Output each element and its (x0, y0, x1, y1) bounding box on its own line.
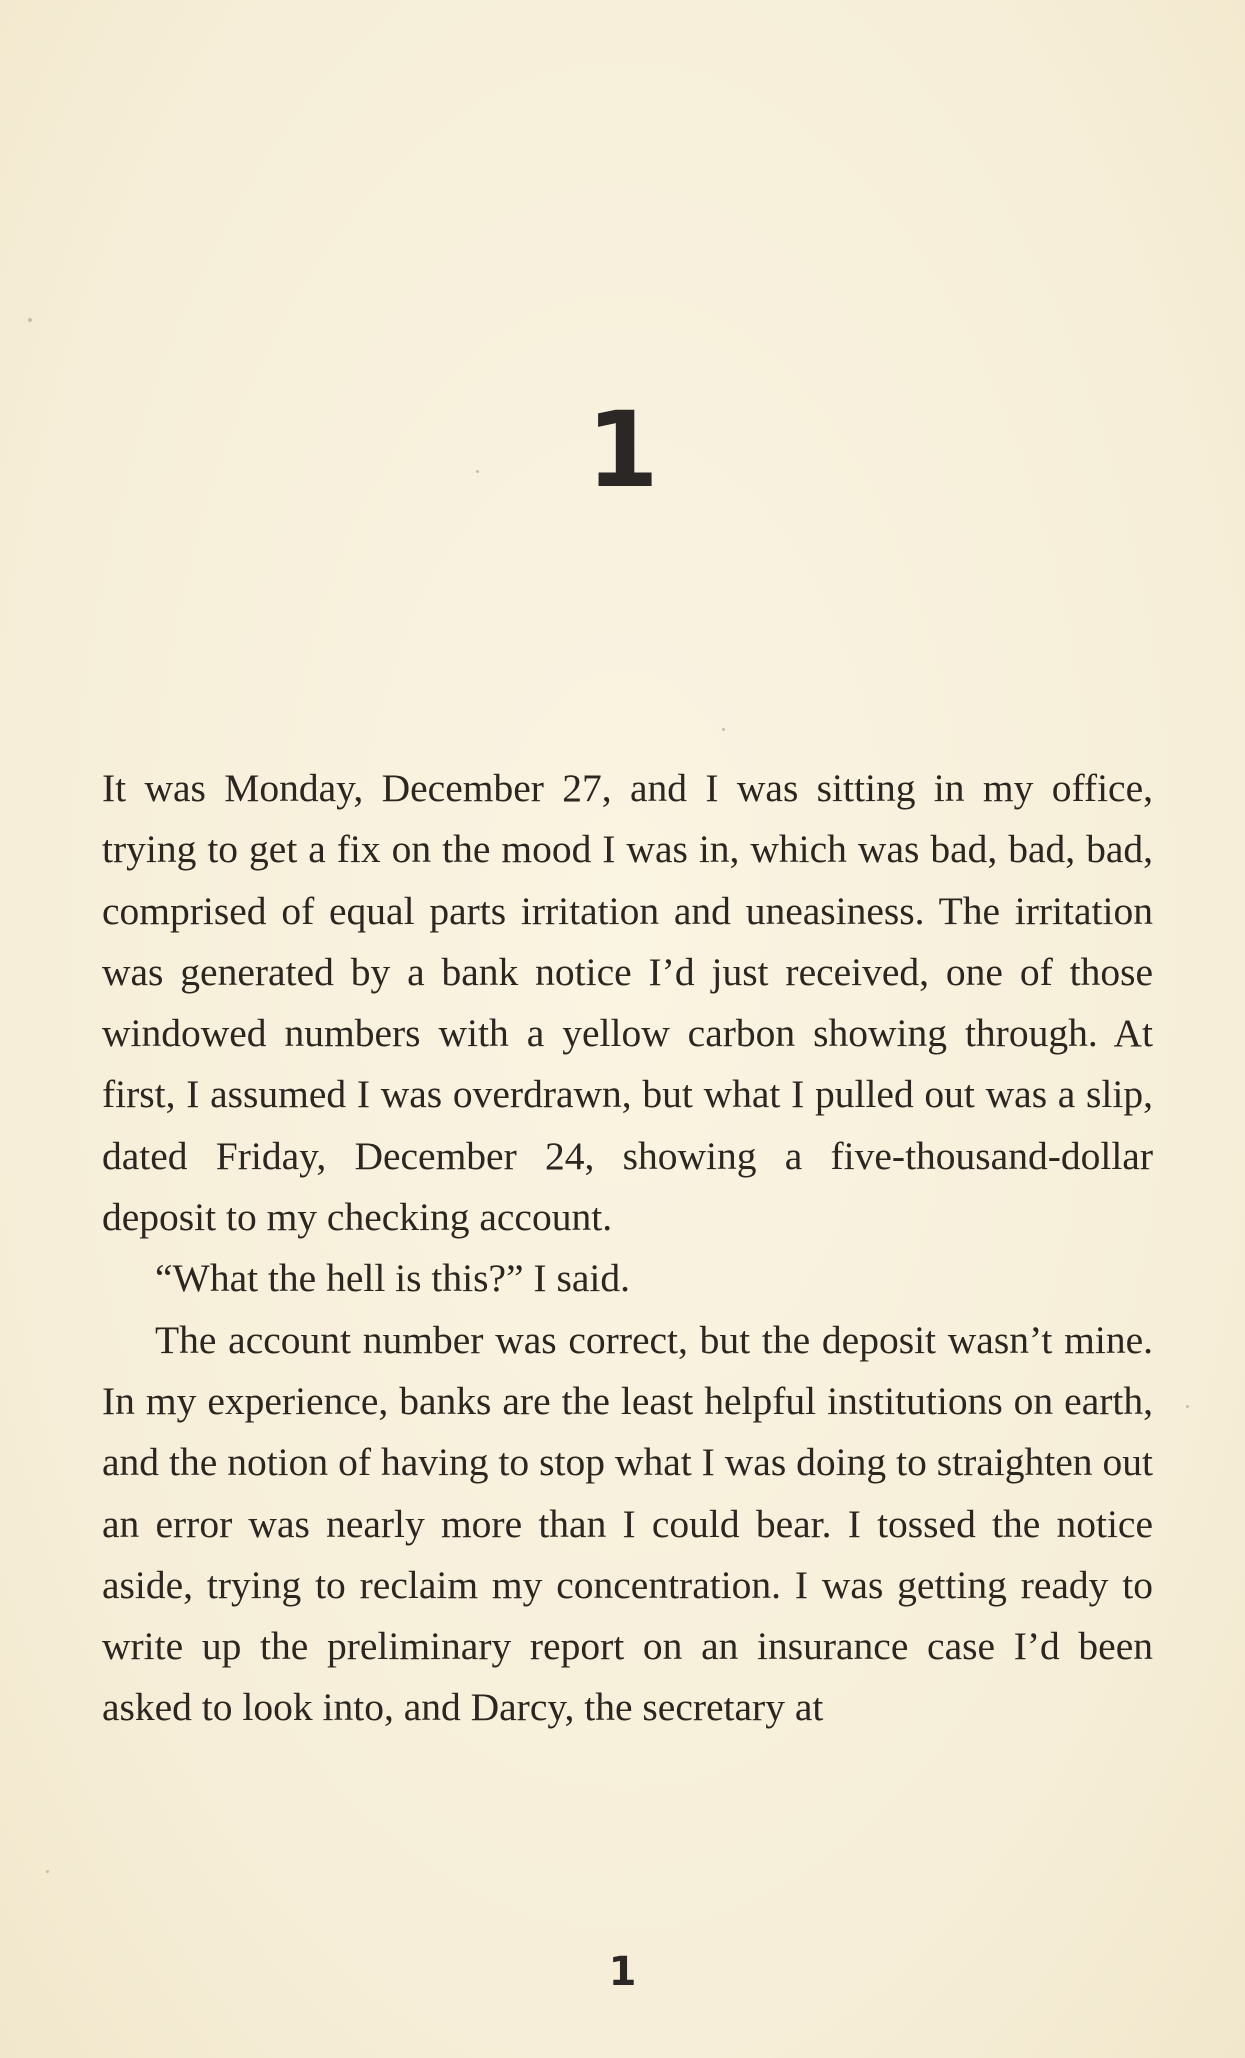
paper-speck (722, 728, 725, 731)
paper-speck (46, 1870, 49, 1873)
body-text (102, 758, 1153, 1739)
paragraph: It was Monday, December 27, and I was sitting in my office, trying to get a fix on the mood I was in, which was bad, bad, bad, comprised of equal parts irritation and uneasiness. The irritation was generated by a bank notice I’d just received, one of those windowed numbers with a yellow carbon showing through. At first, I assumed I was overdrawn, but what I pulled out was a slip, dated Friday, December 24, showing a five-thousand-dollar deposit to my checking account. (102, 766, 1153, 1240)
paper-speck (28, 318, 32, 322)
paragraph: “What the hell is this?” I said. (155, 1256, 630, 1301)
page-number: 1 (608, 1949, 637, 1995)
paragraph: The account number was correct, but the deposit wasn’t mine. In my experience, banks are the least helpful institutions on earth, and the notion of having to stop what I was doing to straighten out an error was nearly more than I could bear. I tossed the notice aside, trying to reclaim my concentration. I was getting ready to write up the preliminary report on an insurance case I’d been asked to look into, and Darcy, the secretary at (102, 1317, 1153, 1730)
chapter-number: 1 (586, 389, 659, 511)
paper-speck (1186, 1405, 1189, 1408)
